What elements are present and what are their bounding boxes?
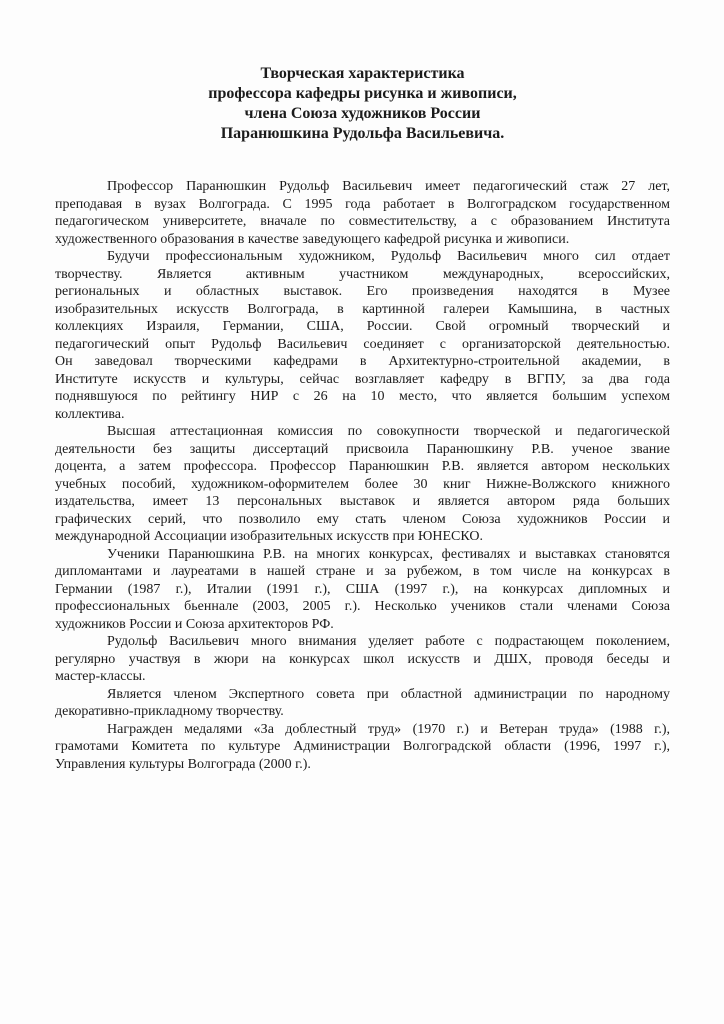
text-line: изобразительных искусств Волгограда, в картинной галереи Камышина, в частных bbox=[55, 301, 670, 317]
text-line: доцента, а затем профессора. Профессор Паранюшкин Р.В. является автором нескольких bbox=[55, 459, 670, 474]
text-line: художественного образования в качестве заведующего кафедрой рисунка и живописи. bbox=[55, 231, 570, 247]
text-line: дипломантами и лауреатами в нашей стране и за рубежом, в том числе на конкурсах в bbox=[55, 564, 670, 579]
text-line: творчеству. Является активным участником международных, всероссийских, bbox=[55, 266, 670, 282]
text-line: коллектива. bbox=[55, 406, 125, 422]
text-line: поднявшуюся по рейтингу НИР с 26 на 10 место, что является большим успехом bbox=[55, 389, 670, 404]
text-line: международной Ассоциации изобразительных искусств при ЮНЕСКО. bbox=[55, 529, 483, 544]
text-line: Ученики Паранюшкина Р.В. на многих конкурсах, фестивалях и выставках становятся bbox=[107, 546, 670, 562]
title-line: профессора кафедры рисунка и живописи, bbox=[208, 85, 517, 102]
text-line: учебных пособий, художником-оформителем более 30 книг Нижне-Волжского книжного bbox=[55, 476, 670, 492]
text-line: Награжден медалями «За доблестный труд» (1970 г.) и Ветеран труда» (1988 г.), bbox=[107, 721, 670, 737]
text-line: грамотами Комитета по культуре Администрации Волгоградской области (1996, 1997 г.), bbox=[55, 739, 670, 754]
title-line: Творческая характеристика bbox=[260, 65, 465, 82]
text-line: Является членом Экспертного совета при областной администрации по народному bbox=[107, 686, 670, 702]
text-line: Профессор Паранюшкин Рудольф Васильевич имеет педагогический стаж 27 лет, bbox=[107, 179, 670, 194]
document-body bbox=[55, 178, 670, 773]
paragraph bbox=[55, 686, 670, 721]
text-line: Высшая аттестационная комиссия по совокупности творческой и педагогической bbox=[107, 424, 670, 439]
paragraph bbox=[55, 721, 670, 774]
title-line: члена Союза художников России bbox=[244, 105, 481, 122]
text-line: Институте искусств и культуры, сейчас возглавляет кафедру в ВГПУ, за два года bbox=[55, 371, 670, 387]
text-line: художников России и Союза архитекторов РФ. bbox=[55, 616, 334, 632]
text-line: издательства, имеет 13 персональных выставок и является автором ряда больших bbox=[55, 494, 670, 509]
text-line: регулярно участвуя в жюри на конкурсах школ искусств и ДШХ, проводя беседы и bbox=[55, 651, 670, 667]
title-line: Паранюшкина Рудольфа Васильевича. bbox=[220, 125, 505, 142]
text-line: коллекциях Израиля, Германии, США, России. Свой огромный творческий и bbox=[55, 319, 670, 334]
text-line: графических серий, что позволило ему стать членом Союза художников России и bbox=[55, 511, 670, 527]
paragraph bbox=[55, 423, 670, 546]
text-line: педагогическом университете, вначале по совместительству, а с образованием Института bbox=[55, 214, 670, 229]
text-line: педагогический опыт Рудольф Васильевич соединяет с организаторской деятельностью. bbox=[55, 336, 670, 352]
paragraph bbox=[55, 546, 670, 634]
text-line: Германии (1987 г.), Италии (1991 г.), США (1997 г.), на конкурсах дипломных и bbox=[55, 581, 670, 597]
text-line: деятельности без защиты диссертаций присвоила Паранюшкину Р.В. ученое звание bbox=[55, 441, 670, 457]
paragraph bbox=[55, 633, 670, 686]
text-line: региональных и областных выставок. Его произведения находятся в Музее bbox=[55, 284, 670, 299]
text-line: Он заведовал творческими кафедрами в Архитектурно-строительной академии, в bbox=[55, 354, 670, 369]
paragraph bbox=[55, 178, 670, 248]
document-title bbox=[55, 64, 670, 144]
text-line: преподавая в вузах Волгограда. С 1995 года работает в Волгоградском государственном bbox=[55, 196, 670, 212]
text-line: Управления культуры Волгограда (2000 г.). bbox=[55, 756, 311, 772]
text-line: Рудольф Васильевич много внимания уделяет работе с подрастающем поколением, bbox=[107, 634, 670, 649]
text-line: мастер-классы. bbox=[55, 669, 146, 684]
text-line: профессиональных бьеннале (2003, 2005 г.). Несколько учеников стали членами Союза bbox=[55, 599, 670, 614]
text-line: декоративно-прикладному творчеству. bbox=[55, 704, 284, 719]
text-line: Будучи профессиональным художником, Рудольф Васильевич много сил отдает bbox=[107, 249, 670, 264]
paragraph bbox=[55, 248, 670, 423]
